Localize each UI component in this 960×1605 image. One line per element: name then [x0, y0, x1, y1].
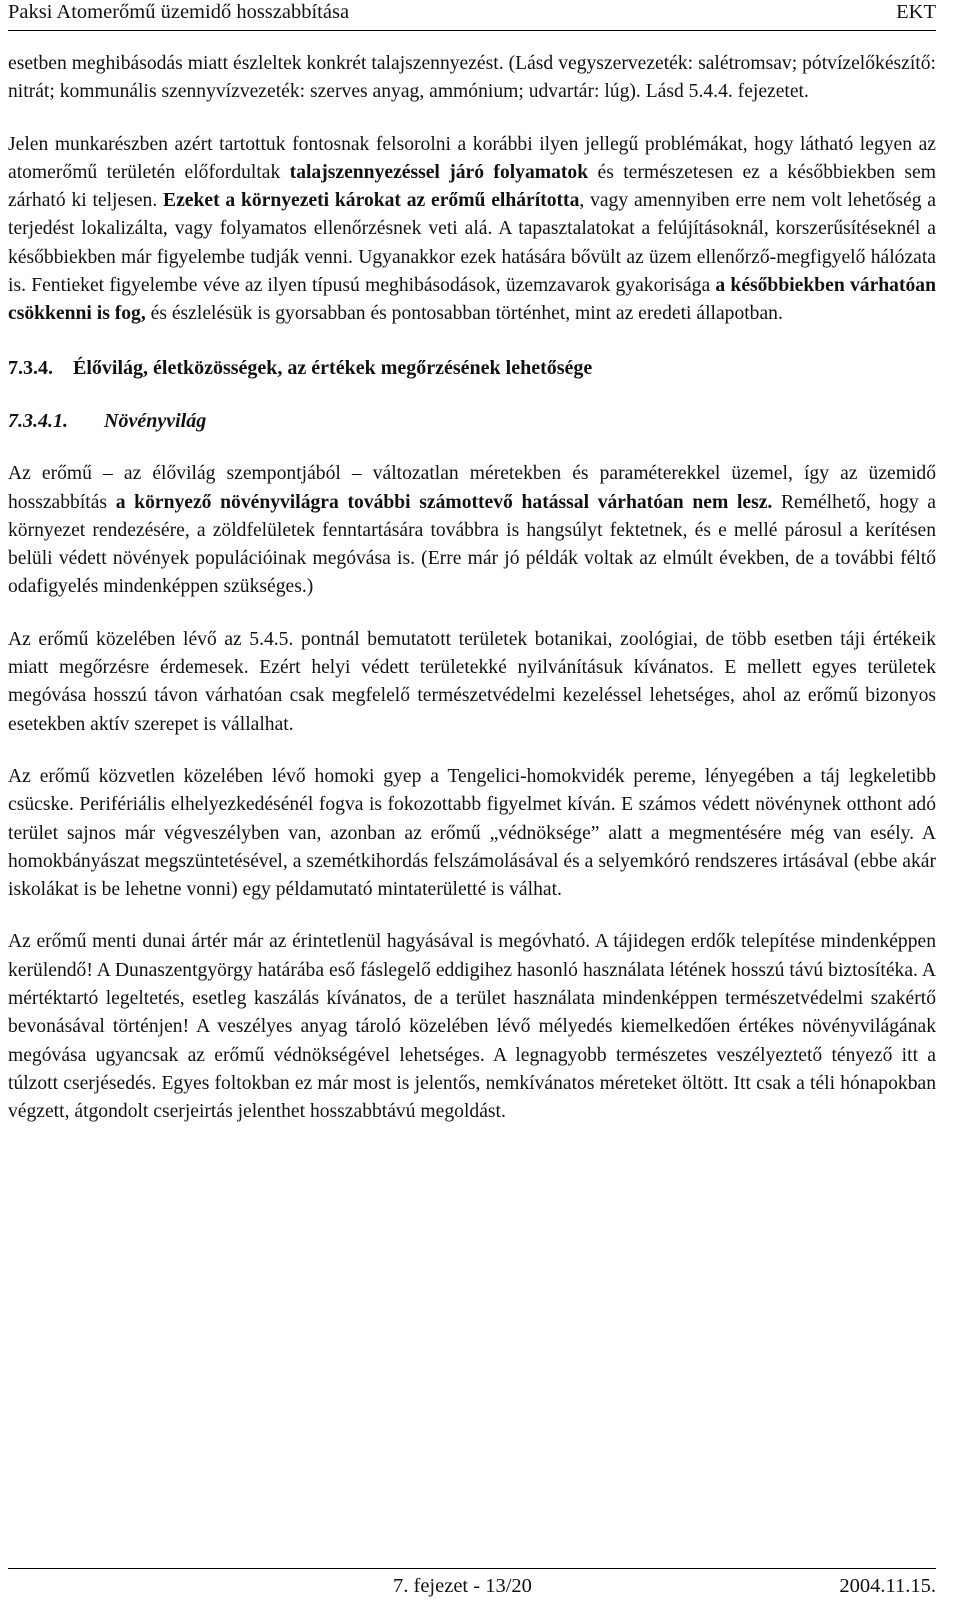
- page-footer: [8, 1568, 936, 1597]
- footer-date: 2004.11.15.: [839, 1575, 936, 1597]
- page-body: [8, 50, 936, 1127]
- subsection-number: 7.3.4.1.: [8, 409, 68, 432]
- subsection-title: Növényvilág: [104, 409, 207, 432]
- document-title: Paksi Atomerőmű üzemidő hosszabbítása: [8, 1, 350, 23]
- section-title: Élővilág, életközösségek, az értékek megőrzésének lehetősége: [73, 356, 593, 379]
- paragraph-sand-grassland: Az erőmű közvetlen közelében lévő homoki gyep a Tengelici-homokvidék pereme, lényegében a táj legkeletibb csücske. Perifériális elhelyezkedésénél fogva is fokozottabb figyelmet kíván. E számos védett növénynek otthont adó terület sajnos már végveszélyben van, azonban az erőmű „védnöksége” alatt a megmentésére még van esély. A homokbányászat megszüntetésével, a szemétkihordás felszámolásával és a selyemkóró rendszeres irtásával (ebbe akár iskolákat is be lehetne vonni) egy példamutató mintaterületté is válhat.: [8, 765, 936, 901]
- section-heading: [8, 354, 936, 382]
- section-number: 7.3.4.: [8, 356, 53, 379]
- page-header: [8, 0, 936, 31]
- paragraph-plants: Az erőmű – az élővilág szempontjából – változatlan méretekben és paraméterekkel üzemel, így az üzemidő hosszabbítás a környező növényvilágra további számottevő hatással várhatóan nem lesz. Remélhető, hogy a környezet rendezésére, a zöldfelületek fenntartására továbbra is hangsúlyt fektetnek, és e mellé párosul a kerítésen belüli védett növények populációinak megóvása is. (Erre már jó példák voltak az elmúlt években, de a további féltő odafigyelés mindenképpen szükséges.): [8, 463, 936, 598]
- subsection-heading: [8, 407, 936, 435]
- paragraph-floodplain: Az erőmű menti dunai ártér már az érintetlenül hagyásával is megóvható. A tájidegen erdők telepítése mindenképpen kerülendő! A Dunaszentgyörgy határába eső fáslegelő eddigihez hasonló használata létének hosszú távú biztosítéka. A mértéktartó legeltetés, esetleg kaszálás kívánatos, de a terület használata mindenképpen természetvédelmi szakértő bevonásával történjen! A veszélyes anyag tároló közelében lévő mélyedés kiemelkedően értékes növényvilágának megóvása ugyancsak az erőmű védnökségével lehetséges. A legnagyobb természetes veszélyeztető tényező itt a túlzott cserjésedés. Egyes foltokban ez már most is jelentős, nemkívánatos méreteket öltött. Itt csak a téli hónapokban végzett, átgondolt cserjeirtás jelenthet hosszabbtávú megoldást.: [8, 931, 936, 1123]
- paragraph-pollution: Jelen munkarészben azért tartottuk fontosnak felsorolni a korábbi ilyen jellegű problémákat, hogy látható legyen az atomerőmű területén előfordultak talajszennyezéssel járó folyamatok és természetesen ez a későbbiekben sem zárható ki teljesen. Ezeket a környezeti károkat az erőmű elhárította, vagy amennyiben erre nem volt lehetőség a terjedést lokalizálta, vagy folyamatos ellenőrzésnek veti alá. A tapasztalatokat a felújításoknál, korszerűsítéseknél a későbbiekben már figyelembe tudják venni. Ugyanakkor ezek hatására bővült az üzem ellenőrző-megfigyelő hálózata is. Fentieket figyelembe véve az ilyen típusú meghibásodások, üzemzavarok gyakorisága a későbbiekben várhatóan csökkenni is fog, és észlelésük is gyorsabban és pontosabban történhet, mint az eredeti állapotban.: [8, 133, 936, 325]
- document-abbrev: EKT: [896, 1, 936, 23]
- page-number: 7. fejezet - 13/20: [393, 1575, 532, 1597]
- paragraph-intro: esetben meghibásodás miatt észleltek konkrét talajszennyezést. (Lásd vegyszervezeték: salétromsav; pótvízelőkészítő: nitrát; kommunális szennyvízvezeték: szerves anyag, ammónium; udvartár: lúg). Lásd 5.4.4. fejezetet.: [8, 53, 936, 103]
- paragraph-protected-areas: Az erőmű közelében lévő az 5.4.5. pontnál bemutatott területek botanikai, zoológiai, de több esetben táji értékeik miatt megőrzésre érdemesek. Ezért helyi védett területekké nyilvánításuk kívánatos. E mellett egyes területek megóvása hosszú távon várhatóan csak megfelelő természetvédelmi kezeléssel lehetséges, ahol az erőmű bizonyos esetekben aktív szerepet is vállalhat.: [8, 628, 936, 735]
